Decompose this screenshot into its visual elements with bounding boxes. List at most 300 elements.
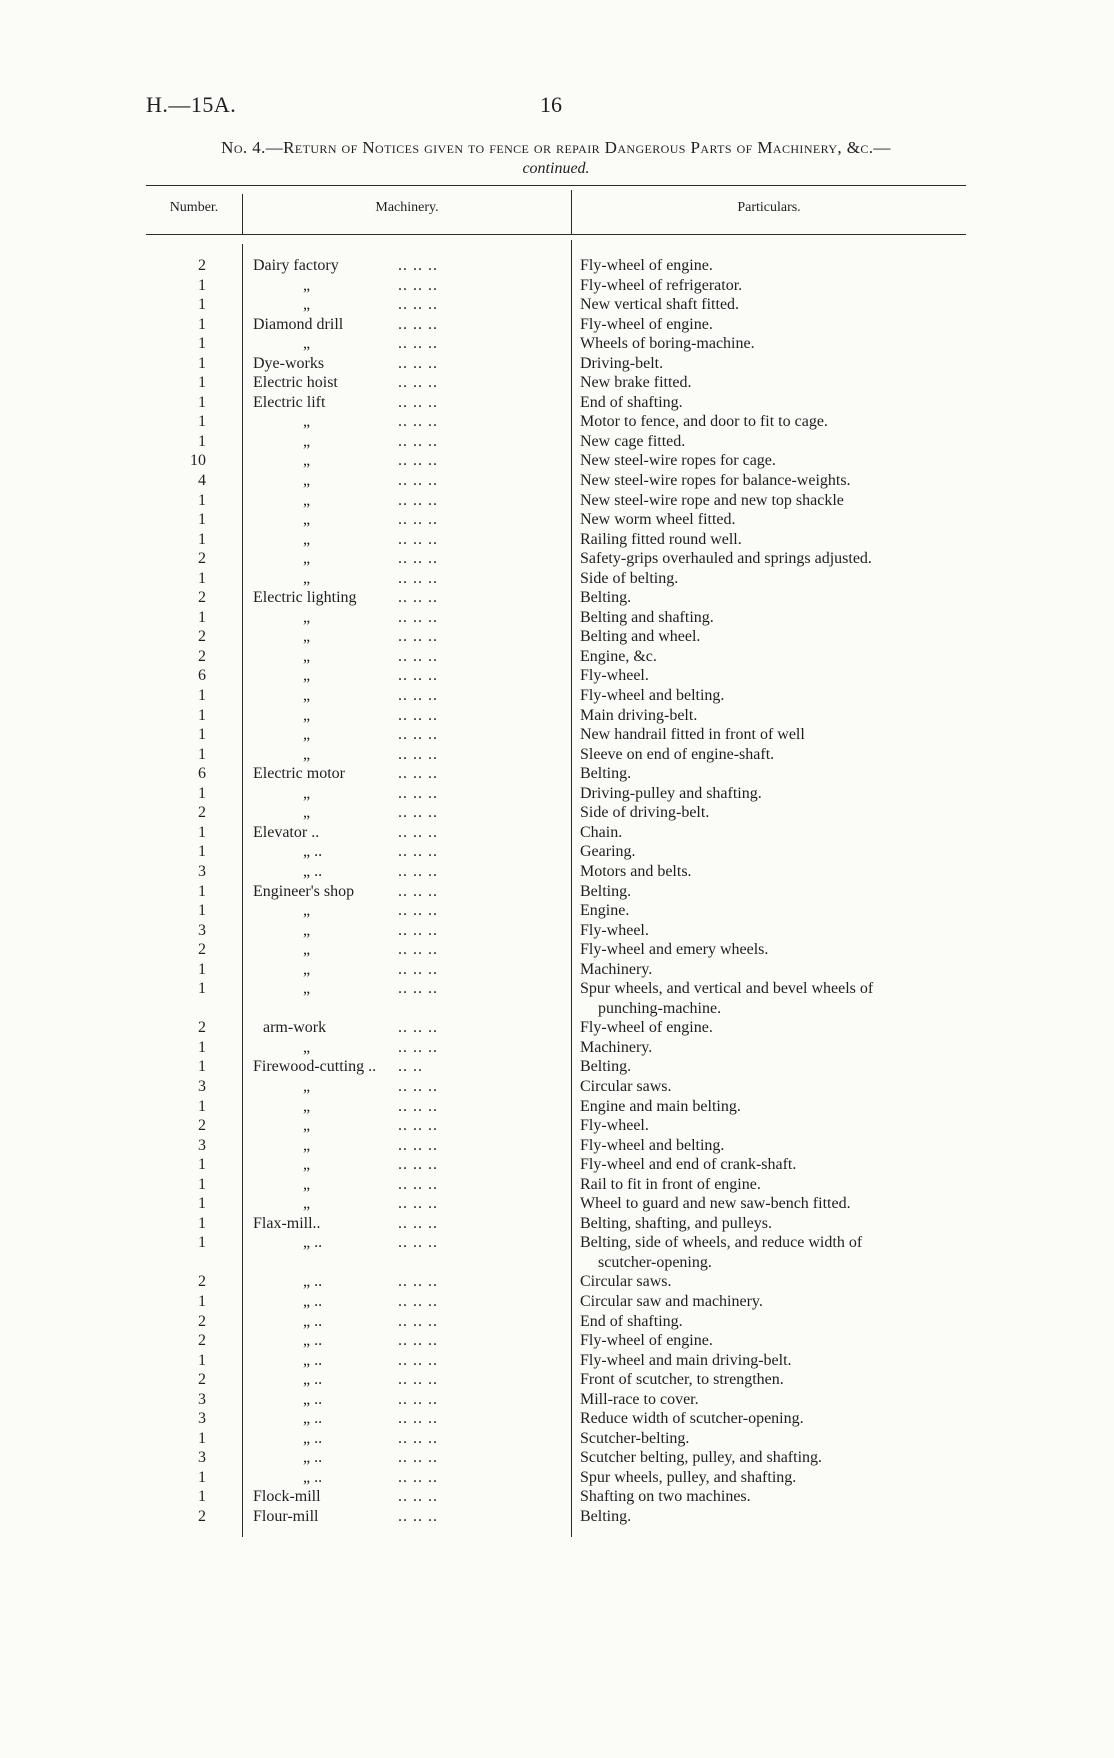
row-machinery-ditto: „ .. <box>303 1273 323 1291</box>
table-row <box>0 471 1114 491</box>
row-machinery: Electric lift <box>253 393 326 411</box>
row-machinery-ditto: „ .. <box>303 862 323 880</box>
dot-leader: .. .. .. <box>398 745 438 763</box>
table-row <box>0 764 1114 784</box>
row-number: 2 <box>198 550 206 568</box>
row-machinery-ditto: „ <box>303 1117 311 1135</box>
row-number: 1 <box>198 1234 206 1252</box>
row-machinery: Elevator .. <box>253 823 320 841</box>
row-machinery-ditto: „ .. <box>303 843 323 861</box>
row-particulars: Belting and shafting. <box>580 608 714 626</box>
row-machinery-ditto: „ <box>303 687 311 705</box>
row-particulars: Belting, shafting, and pulleys. <box>580 1214 772 1232</box>
dot-leader: .. .. .. <box>398 1234 438 1252</box>
dot-leader: .. .. .. <box>398 1273 438 1291</box>
row-number: 1 <box>198 374 206 392</box>
row-number: 2 <box>198 589 206 607</box>
row-machinery: Firewood-cutting .. <box>253 1058 377 1076</box>
dot-leader: .. .. .. <box>398 628 438 646</box>
row-machinery: Engineer's shop <box>253 882 355 900</box>
row-machinery-ditto: „ .. <box>303 1234 323 1252</box>
row-machinery-ditto: „ .. <box>303 1390 323 1408</box>
row-particulars: New steel-wire rope and new top shackle <box>580 491 844 509</box>
row-number: 1 <box>198 1429 206 1447</box>
row-number: 1 <box>198 296 206 314</box>
table-row <box>0 940 1114 960</box>
row-particulars: Engine and main belting. <box>580 1097 741 1115</box>
dot-leader: .. .. .. <box>398 608 438 626</box>
row-number: 1 <box>198 335 206 353</box>
row-machinery-ditto: „ <box>303 706 311 724</box>
dot-leader: .. .. .. <box>398 296 438 314</box>
dot-leader: .. .. .. <box>398 980 438 998</box>
dot-leader: .. .. .. <box>398 647 438 665</box>
table-row <box>0 334 1114 354</box>
dot-leader: .. .. .. <box>398 569 438 587</box>
table-row <box>0 1233 1114 1253</box>
row-number: 1 <box>198 413 206 431</box>
row-number: 6 <box>198 667 206 685</box>
row-particulars: Main driving-belt. <box>580 706 698 724</box>
row-machinery-ditto: „ <box>303 980 311 998</box>
table-row <box>0 1038 1114 1058</box>
row-machinery-ditto: „ .. <box>303 1449 323 1467</box>
row-machinery-ditto: „ .. <box>303 1468 323 1486</box>
row-particulars: Railing fitted round well. <box>580 530 742 548</box>
row-particulars: Circular saws. <box>580 1273 672 1291</box>
dot-leader: .. .. .. <box>398 1332 438 1350</box>
row-number: 6 <box>198 765 206 783</box>
row-particulars: Circular saw and machinery. <box>580 1292 763 1310</box>
table-row <box>0 549 1114 569</box>
table-row <box>0 823 1114 843</box>
dot-leader: .. .. .. <box>398 550 438 568</box>
row-number: 3 <box>198 921 206 939</box>
table-row <box>0 1370 1114 1390</box>
table-body <box>0 256 1114 1527</box>
row-machinery-ditto: „ <box>303 921 311 939</box>
dot-leader: .. .. .. <box>398 862 438 880</box>
row-number: 2 <box>198 1312 206 1330</box>
dot-leader: .. .. .. <box>398 1136 438 1154</box>
row-particulars: Belting, side of wheels, and reduce width of <box>580 1234 863 1252</box>
row-number: 1 <box>198 511 206 529</box>
row-machinery-ditto: „ <box>303 550 311 568</box>
row-particulars: Wheel to guard and new saw-bench fitted. <box>580 1195 851 1213</box>
header-bottom-rule <box>146 234 966 235</box>
row-number: 1 <box>198 960 206 978</box>
table-title: No. 4.—Return of Notices given to fence or repair Dangerous Parts of Machinery, &c.— <box>221 138 891 157</box>
row-machinery-ditto: „ .. <box>303 1292 323 1310</box>
row-particulars: Fly-wheel. <box>580 1117 649 1135</box>
row-machinery-ditto: „ .. <box>303 1351 323 1369</box>
row-particulars: Mill-race to cover. <box>580 1390 699 1408</box>
dot-leader: .. .. .. <box>398 1077 438 1095</box>
dot-leader: .. .. .. <box>398 432 438 450</box>
row-machinery: Flock-mill <box>253 1488 321 1506</box>
row-particulars: Gearing. <box>580 843 636 861</box>
row-particulars: Motors and belts. <box>580 862 692 880</box>
dot-leader: .. .. .. <box>398 1508 438 1525</box>
dot-leader: .. .. .. <box>398 1449 438 1467</box>
row-particulars: Shafting on two machines. <box>580 1488 751 1506</box>
dot-leader: .. .. .. <box>398 765 438 783</box>
row-machinery: Dairy factory <box>253 257 339 274</box>
dot-leader: .. .. .. <box>398 1292 438 1310</box>
table-row <box>0 451 1114 471</box>
table-row <box>0 1487 1114 1507</box>
table-row <box>0 1351 1114 1371</box>
table-row <box>0 1214 1114 1234</box>
row-particulars: End of shafting. <box>580 393 683 411</box>
row-machinery-ditto: „ .. <box>303 1410 323 1428</box>
row-particulars: Spur wheels, and vertical and bevel wheels of <box>580 980 874 998</box>
dot-leader: .. .. .. <box>398 843 438 861</box>
row-particulars: Belting. <box>580 1058 632 1076</box>
row-machinery-ditto: „ .. <box>303 1332 323 1350</box>
row-number: 2 <box>198 257 206 274</box>
row-number: 2 <box>198 628 206 646</box>
row-number: 1 <box>198 1292 206 1310</box>
row-particulars: Belting. <box>580 1508 632 1525</box>
row-particulars: Fly-wheel of refrigerator. <box>580 276 743 294</box>
row-number: 1 <box>198 354 206 372</box>
row-particulars: Side of belting. <box>580 569 679 587</box>
row-machinery-ditto: „ <box>303 941 311 959</box>
row-machinery-ditto: „ <box>303 472 311 490</box>
row-machinery-ditto: „ <box>303 276 311 294</box>
table-row <box>0 1292 1114 1312</box>
row-number: 1 <box>198 902 206 920</box>
row-particulars: Belting. <box>580 589 632 607</box>
dot-leader: .. .. .. <box>398 804 438 822</box>
table-row <box>0 1409 1114 1429</box>
dot-leader: .. .. <box>398 1058 423 1076</box>
table-row <box>0 647 1114 667</box>
page-number: 16 <box>540 92 562 117</box>
row-particulars: New worm wheel fitted. <box>580 511 736 529</box>
table-row <box>0 491 1114 511</box>
row-particulars: Sleeve on end of engine-shaft. <box>580 745 775 763</box>
row-number: 1 <box>198 393 206 411</box>
row-number: 1 <box>198 1351 206 1369</box>
table-row <box>0 510 1114 530</box>
table-row <box>0 1136 1114 1156</box>
row-particulars: Machinery. <box>580 960 653 978</box>
table-row <box>0 1448 1114 1468</box>
table-row <box>0 706 1114 726</box>
row-number: 3 <box>198 862 206 880</box>
table-row <box>0 901 1114 921</box>
table-row <box>0 842 1114 862</box>
row-machinery-ditto: „ <box>303 1156 311 1174</box>
row-machinery-ditto: „ <box>303 784 311 802</box>
row-number: 3 <box>198 1410 206 1428</box>
row-number: 1 <box>198 1156 206 1174</box>
row-particulars: Fly-wheel. <box>580 667 649 685</box>
column-header-number: Number. <box>169 200 219 215</box>
row-particulars: Belting. <box>580 765 632 783</box>
column-header-machinery: Machinery. <box>375 200 439 215</box>
row-particulars: Chain. <box>580 823 623 841</box>
row-machinery-ditto: „ <box>303 1175 311 1193</box>
table-row <box>0 862 1114 882</box>
row-particulars: Fly-wheel of engine. <box>580 257 713 274</box>
dot-leader: .. .. .. <box>398 276 438 294</box>
dot-leader: .. .. .. <box>398 393 438 411</box>
dot-leader: .. .. .. <box>398 472 438 490</box>
table-row <box>0 960 1114 980</box>
table-row <box>0 608 1114 628</box>
dot-leader: .. .. .. <box>398 823 438 841</box>
row-particulars: Fly-wheel. <box>580 921 649 939</box>
dot-leader: .. .. .. <box>398 1156 438 1174</box>
dot-leader: .. .. .. <box>398 1371 438 1389</box>
row-particulars: Front of scutcher, to strengthen. <box>580 1371 784 1389</box>
row-particulars: Fly-wheel and belting. <box>580 687 725 705</box>
row-particulars-continued: punching-machine. <box>598 999 722 1017</box>
table-row <box>0 588 1114 608</box>
row-machinery-ditto: „ <box>303 745 311 763</box>
row-particulars: Engine, &c. <box>580 647 657 665</box>
row-machinery-ditto: „ <box>303 960 311 978</box>
row-number: 1 <box>198 315 206 333</box>
dot-leader: .. .. .. <box>398 784 438 802</box>
row-machinery: Electric hoist <box>253 374 338 392</box>
row-number: 1 <box>198 1097 206 1115</box>
table-row <box>0 803 1114 823</box>
table-row <box>0 315 1114 335</box>
row-machinery: Diamond drill <box>253 315 344 333</box>
row-particulars: Fly-wheel of engine. <box>580 1019 713 1037</box>
row-particulars: New steel-wire ropes for balance-weights. <box>580 472 851 490</box>
row-machinery-ditto: „ <box>303 1136 311 1154</box>
dot-leader: .. .. .. <box>398 335 438 353</box>
row-particulars-continued: scutcher-opening. <box>598 1253 712 1271</box>
dot-leader: .. .. .. <box>398 354 438 372</box>
dot-leader: .. .. .. <box>398 941 438 959</box>
table-row <box>0 373 1114 393</box>
row-particulars: Motor to fence, and door to fit to cage. <box>580 413 828 431</box>
row-number: 1 <box>198 1038 206 1056</box>
dot-leader: .. .. .. <box>398 1214 438 1232</box>
table-row <box>0 1077 1114 1097</box>
row-number: 3 <box>198 1077 206 1095</box>
table-row <box>0 530 1114 550</box>
row-number: 4 <box>198 472 206 490</box>
table-row <box>0 393 1114 413</box>
row-number: 1 <box>198 706 206 724</box>
dot-leader: .. .. .. <box>398 1390 438 1408</box>
table-subtitle: continued. <box>522 160 590 177</box>
row-particulars: End of shafting. <box>580 1312 683 1330</box>
dot-leader: .. .. .. <box>398 960 438 978</box>
table-row <box>0 1057 1114 1077</box>
row-number: 1 <box>198 276 206 294</box>
table-row <box>0 1116 1114 1136</box>
row-particulars: Rail to fit in front of engine. <box>580 1175 761 1193</box>
row-number: 3 <box>198 1136 206 1154</box>
row-particulars: Scutcher belting, pulley, and shafting. <box>580 1449 823 1467</box>
row-particulars: Machinery. <box>580 1038 653 1056</box>
table-row <box>0 1272 1114 1292</box>
table-row <box>0 725 1114 745</box>
table-row <box>0 432 1114 452</box>
row-particulars: Driving-pulley and shafting. <box>580 784 762 802</box>
row-machinery-ditto: „ <box>303 804 311 822</box>
dot-leader: .. .. .. <box>398 452 438 470</box>
row-particulars: Wheels of boring-machine. <box>580 335 755 353</box>
table-row <box>0 1155 1114 1175</box>
row-particulars: Fly-wheel and main driving-belt. <box>580 1351 792 1369</box>
table-row <box>0 979 1114 999</box>
dot-leader: .. .. .. <box>398 882 438 900</box>
table-row <box>0 1331 1114 1351</box>
row-machinery-ditto: „ .. <box>303 1429 323 1447</box>
row-number: 2 <box>198 941 206 959</box>
row-machinery: Electric lighting <box>253 589 357 607</box>
dot-leader: .. .. .. <box>398 706 438 724</box>
row-particulars: Reduce width of scutcher-opening. <box>580 1410 804 1428</box>
row-machinery-ditto: „ <box>303 569 311 587</box>
row-particulars: Fly-wheel and belting. <box>580 1136 725 1154</box>
row-number: 1 <box>198 530 206 548</box>
row-number: 2 <box>198 1332 206 1350</box>
row-number: 2 <box>198 1019 206 1037</box>
row-number: 10 <box>190 452 206 470</box>
row-machinery-ditto: „ <box>303 628 311 646</box>
table-row <box>0 1429 1114 1449</box>
row-particulars: Side of driving-belt. <box>580 804 710 822</box>
row-number: 2 <box>198 1117 206 1135</box>
table-row <box>0 999 1114 1019</box>
table-row <box>0 745 1114 765</box>
table-row <box>0 1253 1114 1273</box>
dot-leader: .. .. .. <box>398 1488 438 1506</box>
table-row <box>0 354 1114 374</box>
row-number: 1 <box>198 882 206 900</box>
dot-leader: .. .. .. <box>398 1117 438 1135</box>
table-row <box>0 686 1114 706</box>
row-machinery-ditto: „ <box>303 452 311 470</box>
row-particulars: Safety-grips overhauled and springs adjusted. <box>580 550 872 568</box>
dot-leader: .. .. .. <box>398 1175 438 1193</box>
table-row <box>0 784 1114 804</box>
table-top-rule <box>146 185 966 186</box>
row-number: 1 <box>198 1058 206 1076</box>
dot-leader: .. .. .. <box>398 1410 438 1428</box>
dot-leader: .. .. .. <box>398 413 438 431</box>
row-particulars: Engine. <box>580 902 630 920</box>
document-reference: H.—15A. <box>146 92 237 117</box>
dot-leader: .. .. .. <box>398 589 438 607</box>
table-row <box>0 1468 1114 1488</box>
table-row <box>0 1507 1114 1527</box>
row-machinery: Flour-mill <box>253 1508 319 1525</box>
table-row <box>0 1018 1114 1038</box>
row-particulars: Belting and wheel. <box>580 628 701 646</box>
row-particulars: Belting. <box>580 882 632 900</box>
row-particulars: Scutcher-belting. <box>580 1429 690 1447</box>
dot-leader: .. .. .. <box>398 1468 438 1486</box>
table-row <box>0 256 1114 276</box>
row-number: 2 <box>198 1508 206 1525</box>
row-machinery-ditto: „ .. <box>303 1371 323 1389</box>
row-particulars: Fly-wheel of engine. <box>580 315 713 333</box>
table-row <box>0 1312 1114 1332</box>
table-row <box>0 882 1114 902</box>
dot-leader: .. .. .. <box>398 491 438 509</box>
table-row <box>0 569 1114 589</box>
row-number: 1 <box>198 1214 206 1232</box>
row-machinery: Flax-mill.. <box>253 1214 321 1232</box>
row-machinery-ditto: „ <box>303 511 311 529</box>
row-machinery-ditto: „ <box>303 608 311 626</box>
table-row <box>0 1175 1114 1195</box>
row-number: 3 <box>198 1390 206 1408</box>
row-machinery-ditto: „ <box>303 726 311 744</box>
row-number: 1 <box>198 1195 206 1213</box>
row-number: 1 <box>198 687 206 705</box>
row-number: 1 <box>198 1468 206 1486</box>
dot-leader: .. .. .. <box>398 687 438 705</box>
table-row <box>0 921 1114 941</box>
row-number: 1 <box>198 569 206 587</box>
row-particulars: New vertical shaft fitted. <box>580 296 740 314</box>
row-number: 1 <box>198 432 206 450</box>
row-machinery-ditto: „ <box>303 902 311 920</box>
dot-leader: .. .. .. <box>398 1097 438 1115</box>
dot-leader: .. .. .. <box>398 726 438 744</box>
row-machinery-ditto: „ <box>303 296 311 314</box>
row-number: 1 <box>198 1175 206 1193</box>
row-particulars: Fly-wheel of engine. <box>580 1332 713 1350</box>
dot-leader: .. .. .. <box>398 1195 438 1213</box>
dot-leader: .. .. .. <box>398 315 438 333</box>
row-machinery-ditto: „ <box>303 1077 311 1095</box>
row-machinery-ditto: „ <box>303 491 311 509</box>
dot-leader: .. .. .. <box>398 1019 438 1037</box>
row-machinery-ditto: „ <box>303 1038 311 1056</box>
column-header-particulars: Particulars. <box>737 200 801 215</box>
dot-leader: .. .. .. <box>398 921 438 939</box>
dot-leader: .. .. .. <box>398 374 438 392</box>
row-machinery-ditto: „ <box>303 413 311 431</box>
dot-leader: .. .. .. <box>398 667 438 685</box>
row-machinery-ditto: „ <box>303 432 311 450</box>
row-particulars: New cage fitted. <box>580 432 686 450</box>
row-machinery-ditto: „ <box>303 335 311 353</box>
row-number: 2 <box>198 1371 206 1389</box>
dot-leader: .. .. .. <box>398 1351 438 1369</box>
table-row <box>0 295 1114 315</box>
table-row <box>0 276 1114 296</box>
row-machinery-ditto: „ <box>303 530 311 548</box>
row-number: 2 <box>198 1273 206 1291</box>
table-row <box>0 1390 1114 1410</box>
row-particulars: New handrail fitted in front of well <box>580 726 805 744</box>
table-row <box>0 627 1114 647</box>
row-particulars: Fly-wheel and emery wheels. <box>580 941 769 959</box>
row-particulars: Fly-wheel and end of crank-shaft. <box>580 1156 797 1174</box>
row-number: 1 <box>198 843 206 861</box>
row-number: 1 <box>198 726 206 744</box>
dot-leader: .. .. .. <box>398 511 438 529</box>
row-number: 3 <box>198 1449 206 1467</box>
row-machinery-ditto: „ <box>303 647 311 665</box>
dot-leader: .. .. .. <box>398 902 438 920</box>
row-particulars: Driving-belt. <box>580 354 664 372</box>
